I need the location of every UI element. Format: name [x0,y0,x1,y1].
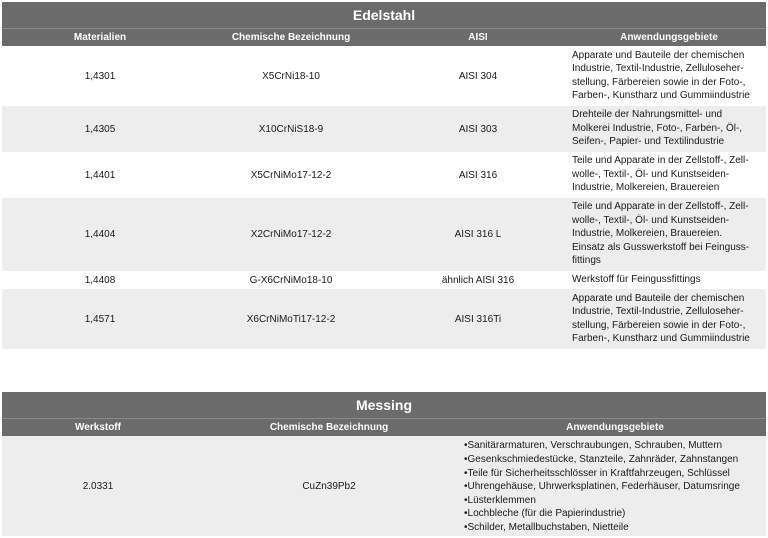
table-row [2,436,766,536]
application-list [464,435,766,536]
column-header: Anwendungsgebiete [566,422,664,433]
edelstahl-table [2,2,766,349]
list-item: • Schilder, Metallbuchstaben, Nietteile [464,521,766,535]
application-cell [572,105,766,153]
column-header: Anwendungsgebiete [620,32,718,43]
application-cell [572,151,766,199]
chem-cell: X10CrNiS18-9 [258,123,324,135]
application-line: Einsatz als Gusswerkstoff bei Feinguss- [572,241,750,253]
application-line: Industrie, Textil-Industrie, Zelluloseher- [572,306,744,317]
application-line: stellung, Färbereien sowie in der Foto-, [572,76,746,88]
material-cell: 1,4305 [84,123,116,135]
table-row [2,106,766,152]
material-cell: 1,4401 [84,169,116,181]
column-header: Chemische Bezeichnung [231,32,351,43]
column-header: AISI [468,32,488,43]
werkstoff-cell: 2.0331 [82,480,114,492]
application-line: Drehteile der Nahrungsmittel- und [572,109,723,121]
application-line: stellung, Färbereien sowie in der Foto-, [572,319,746,331]
table-row [2,271,766,289]
application-line: Industrie, Molkereien, Brauereien [572,182,720,194]
list-item: • Sanitärarmaturen, Verschraubungen, Schrauben, Muttern [464,439,766,453]
aisi-cell: AISI 316Ti [454,313,502,325]
aisi-cell: AISI 316 [458,169,498,181]
header-row [2,418,766,436]
application-cell [572,273,766,287]
material-cell: 1,4571 [84,313,116,325]
application-line: Apparate und Bauteile der chemischen [572,49,745,61]
aisi-cell: AISI 303 [458,123,498,135]
table-title: Messing [2,392,766,418]
application-line: Apparate und Bauteile der chemischen [572,292,745,304]
chem-cell: CuZn39Pb2 [302,480,356,492]
aisi-cell: AISI 316 L [454,229,502,240]
list-item: • Gesenkschmiedestücke, Stanzteile, Zahnräder, Zahnstangen [464,453,766,467]
header-row [2,28,766,46]
application-line: Industrie, Molkereien, Brauereien. [572,228,723,240]
list-item: • Lochbleche (für die Papierindustrie) [464,507,766,521]
material-cell: 1,4301 [84,70,116,82]
chem-cell: G-X6CrNiMo18-10 [249,274,333,286]
application-cell [464,435,766,536]
chem-cell: X2CrNiMo17-12-2 [250,229,332,240]
column-header: Werkstoff [75,422,121,433]
application-line: wolle-, Textil-, Öl- und Kunstseiden- [572,214,730,226]
list-item: • Lüsterklemmen [464,494,766,508]
application-line: Farben-, Kunstharz und Gummiindustrie [572,90,750,101]
application-line: Industrie, Textil-Industrie, Zelluloseher- [572,63,744,74]
messing-table [2,392,766,536]
application-cell [572,197,766,272]
application-line: wolle-, Textil-, Öl- und Kunstseiden- [572,168,730,180]
material-cell: 1,4404 [84,229,116,240]
application-line: Teile und Apparate in der Zellstoff-, Zell- [572,155,749,167]
application-line: Molkerei Industrie, Foto-, Farben-, Öl-, [572,122,743,134]
table-title: Edelstahl [2,2,766,28]
application-line: Werkstoff für Feingussfittings [572,274,701,286]
aisi-cell: AISI 304 [458,70,498,82]
chem-cell: X6CrNiMoTi17-12-2 [246,313,336,325]
aisi-cell: ähnlich AISI 316 [441,274,515,286]
table-row [2,289,766,349]
application-line: fittings [572,255,601,267]
material-cell: 1,4408 [84,274,116,286]
chem-cell: X5CrNiMo17-12-2 [250,169,332,181]
application-cell [572,46,766,107]
application-line: Farben-, Kunstharz und Gummiindustrie [572,333,750,344]
table-row [2,198,766,271]
application-line: Seifen-, Papier- und Textilindustrie [572,136,725,148]
chem-cell: X5CrNi18-10 [262,70,320,82]
table-row [2,152,766,198]
table-row [2,46,766,106]
column-header: Materialien [73,32,127,43]
application-line: Teile und Apparate in der Zellstoff-, Zell- [572,201,749,213]
application-cell [572,289,766,350]
list-item: • Uhrengehäuse, Uhrwerksplatinen, Federhäuser, Datumsringe [464,480,766,494]
list-item: • Teile für Sicherheitsschlösser in Kraftfahrzeugen, Schlüssel [464,467,766,481]
column-header: Chemische Bezeichnung [269,422,389,433]
